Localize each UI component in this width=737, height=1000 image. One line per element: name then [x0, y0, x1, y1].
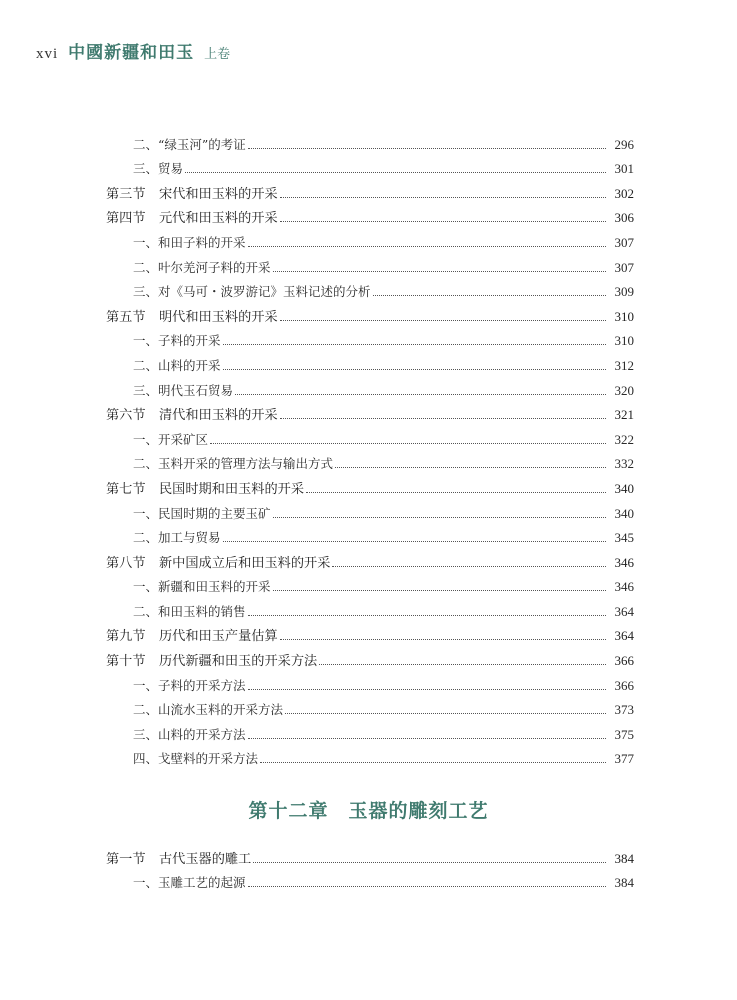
entry-page-number: 375: [614, 726, 634, 742]
entry-title: 二、“绿玉河”的考证: [133, 136, 246, 152]
entry-page-number: 384: [614, 875, 634, 891]
toc-entry-text: [0, 381, 608, 399]
section-label: 第一节: [106, 851, 146, 867]
dot-leader: [332, 566, 606, 567]
dot-leader: [223, 344, 606, 345]
chapter-number: 第十二章: [248, 800, 329, 822]
entry-page-number: 346: [614, 554, 634, 570]
entry-title: 二、山料的开采: [133, 357, 221, 373]
entry-title: 历代和田玉产量估算: [159, 629, 278, 645]
toc-entry-text: [0, 183, 608, 202]
toc-entry-text: [0, 159, 608, 177]
dot-leader: [280, 418, 606, 419]
entry-page-number: 346: [614, 579, 634, 595]
section-label: 第四节: [106, 211, 146, 227]
toc-subsection-entry[interactable]: [0, 595, 737, 620]
entry-page-number: 302: [614, 185, 634, 201]
dot-leader: [273, 590, 606, 591]
entry-title: 民国时期和田玉料的开采: [159, 481, 305, 497]
toc-subsection-entry[interactable]: [0, 522, 737, 547]
toc-entry-text: [0, 478, 608, 497]
entry-page-number: 377: [614, 751, 634, 767]
toc-subsection-entry[interactable]: [0, 251, 737, 276]
toc-entry-text: [0, 848, 608, 867]
entry-page-number: 366: [614, 677, 634, 693]
toc-subsection-entry[interactable]: [0, 718, 737, 743]
toc-subsection-entry[interactable]: [0, 153, 737, 178]
entry-title: 一、玉雕工艺的起源: [133, 875, 246, 891]
toc-entry-text: [0, 430, 608, 448]
chapter-title: 玉器的雕刻工艺: [348, 800, 489, 822]
entry-page-number: 364: [614, 628, 634, 644]
entry-page-number: 309: [614, 284, 634, 300]
entry-page-number: 332: [614, 456, 634, 472]
toc-section-entry[interactable]: [0, 546, 737, 571]
toc-subsection-entry[interactable]: [0, 743, 737, 768]
dot-leader: [223, 541, 606, 542]
toc-entry-text: [0, 207, 608, 226]
entry-title: 一、子料的开采: [133, 333, 221, 349]
dot-leader: [210, 443, 606, 444]
dot-leader: [235, 394, 606, 395]
toc-entry-text: [0, 873, 608, 891]
book-title: 中國新疆和田玉: [68, 43, 195, 63]
toc-section-entry[interactable]: [0, 644, 737, 669]
entry-page-number: 340: [614, 480, 634, 496]
toc-entry-text: [0, 233, 608, 251]
entry-title: 新中国成立后和田玉料的开采: [159, 555, 331, 571]
entry-title: 二、山流水玉料的开采方法: [133, 702, 284, 718]
entry-page-number: 307: [614, 259, 634, 275]
dot-leader: [280, 221, 606, 222]
dot-leader: [280, 197, 606, 198]
dot-leader: [319, 664, 606, 665]
section-label: 第三节: [106, 186, 146, 202]
toc-entry-text: [0, 282, 608, 300]
toc-entry-text: [0, 258, 608, 276]
toc-section-entry[interactable]: [0, 399, 737, 424]
entry-page-number: 322: [614, 431, 634, 447]
toc-subsection-entry[interactable]: [0, 497, 737, 522]
entry-title: 一、和田子料的开采: [133, 234, 246, 250]
dot-leader: [248, 246, 606, 247]
toc-section-entry[interactable]: [0, 177, 737, 202]
toc-entry-text: [0, 749, 608, 767]
toc-subsection-entry[interactable]: [0, 669, 737, 694]
toc-entry-text: [0, 454, 608, 472]
toc-subsection-entry[interactable]: [0, 571, 737, 596]
entry-title: 宋代和田玉料的开采: [159, 186, 278, 202]
entry-title: 四、戈壁料的开采方法: [133, 751, 259, 767]
toc-subsection-entry[interactable]: [0, 325, 737, 350]
entry-title: 元代和田玉料的开采: [159, 211, 278, 227]
table-of-contents-continued: [0, 842, 737, 891]
entry-page-number: 307: [614, 234, 634, 250]
toc-subsection-entry[interactable]: [0, 128, 737, 153]
toc-section-entry[interactable]: [0, 620, 737, 645]
toc-entry-text: [0, 577, 608, 595]
toc-subsection-entry[interactable]: [0, 374, 737, 399]
entry-page-number: 321: [614, 407, 634, 423]
section-label: 第六节: [106, 408, 146, 424]
entry-page-number: 310: [614, 308, 634, 324]
entry-title: 三、对《马可・波罗游记》玉料记述的分析: [133, 284, 371, 300]
table-of-contents: [0, 128, 737, 767]
toc-subsection-entry[interactable]: [0, 694, 737, 719]
dot-leader: [185, 172, 606, 173]
entry-title: 二、加工与贸易: [133, 530, 221, 546]
entry-title: 古代玉器的雕工: [159, 851, 252, 867]
entry-title: 历代新疆和田玉的开采方法: [159, 654, 318, 670]
entry-page-number: 366: [614, 653, 634, 669]
toc-section-entry[interactable]: [0, 842, 737, 867]
entry-page-number: 320: [614, 382, 634, 398]
entry-title: 二、和田玉料的销售: [133, 603, 246, 619]
entry-page-number: 364: [614, 603, 634, 619]
chapter-heading: [0, 796, 737, 823]
toc-subsection-entry[interactable]: [0, 226, 737, 251]
toc-subsection-entry[interactable]: [0, 423, 737, 448]
dot-leader: [248, 615, 606, 616]
entry-page-number: 306: [614, 210, 634, 226]
section-label: 第九节: [106, 629, 146, 645]
toc-entry-text: [0, 404, 608, 423]
entry-page-number: 384: [614, 850, 634, 866]
dot-leader: [248, 886, 606, 887]
dot-leader: [280, 320, 606, 321]
dot-leader: [253, 862, 606, 863]
entry-page-number: 312: [614, 357, 634, 373]
dot-leader: [335, 467, 606, 468]
entry-page-number: 301: [614, 161, 634, 177]
dot-leader: [273, 271, 606, 272]
entry-page-number: 310: [614, 333, 634, 349]
toc-subsection-entry[interactable]: [0, 276, 737, 301]
toc-subsection-entry[interactable]: [0, 349, 737, 374]
dot-leader: [280, 639, 606, 640]
entry-page-number: 340: [614, 505, 634, 521]
entry-title: 明代和田玉料的开采: [159, 309, 278, 325]
dot-leader: [248, 148, 606, 149]
section-label: 第七节: [106, 481, 146, 497]
toc-entry-text: [0, 676, 608, 694]
toc-section-entry[interactable]: [0, 472, 737, 497]
toc-entry-text: [0, 625, 608, 644]
toc-entry-text: [0, 504, 608, 522]
toc-entry-text: [0, 306, 608, 325]
entry-title: 清代和田玉料的开采: [159, 408, 278, 424]
entry-title: 三、山料的开采方法: [133, 726, 246, 742]
toc-entry-text: [0, 725, 608, 743]
toc-entry-text: [0, 135, 608, 153]
dot-leader: [260, 762, 606, 763]
dot-leader: [373, 295, 606, 296]
section-label: 第五节: [106, 309, 146, 325]
entry-title: 二、玉料开采的管理方法与输出方式: [133, 456, 334, 472]
toc-entry-text: [0, 700, 608, 718]
running-header: [36, 38, 230, 63]
section-label: 第八节: [106, 555, 146, 571]
entry-title: 二、叶尔羌河子料的开采: [133, 259, 271, 275]
dot-leader: [223, 369, 606, 370]
toc-entry-text: [0, 356, 608, 374]
entry-title: 三、贸易: [133, 161, 184, 177]
section-label: 第十节: [106, 654, 146, 670]
entry-title: 一、民国时期的主要玉矿: [133, 505, 271, 521]
entry-title: 一、新疆和田玉料的开采: [133, 579, 271, 595]
dot-leader: [273, 517, 606, 518]
volume-label: 上卷: [204, 47, 231, 62]
entry-title: 一、开采矿区: [133, 431, 209, 447]
entry-page-number: 373: [614, 702, 634, 718]
dot-leader: [248, 738, 606, 739]
toc-section-entry[interactable]: [0, 300, 737, 325]
entry-title: 三、明代玉石贸易: [133, 382, 234, 398]
toc-subsection-entry[interactable]: [0, 867, 737, 892]
page-number: xvi: [36, 46, 59, 62]
dot-leader: [306, 492, 606, 493]
toc-entry-text: [0, 602, 608, 620]
entry-page-number: 345: [614, 530, 634, 546]
toc-subsection-entry[interactable]: [0, 448, 737, 473]
toc-entry-text: [0, 552, 608, 571]
dot-leader: [285, 713, 606, 714]
entry-title: 一、子料的开采方法: [133, 677, 246, 693]
dot-leader: [248, 689, 606, 690]
toc-entry-text: [0, 331, 608, 349]
toc-entry-text: [0, 528, 608, 546]
entry-page-number: 296: [614, 136, 634, 152]
toc-entry-text: [0, 650, 608, 669]
toc-section-entry[interactable]: [0, 202, 737, 227]
